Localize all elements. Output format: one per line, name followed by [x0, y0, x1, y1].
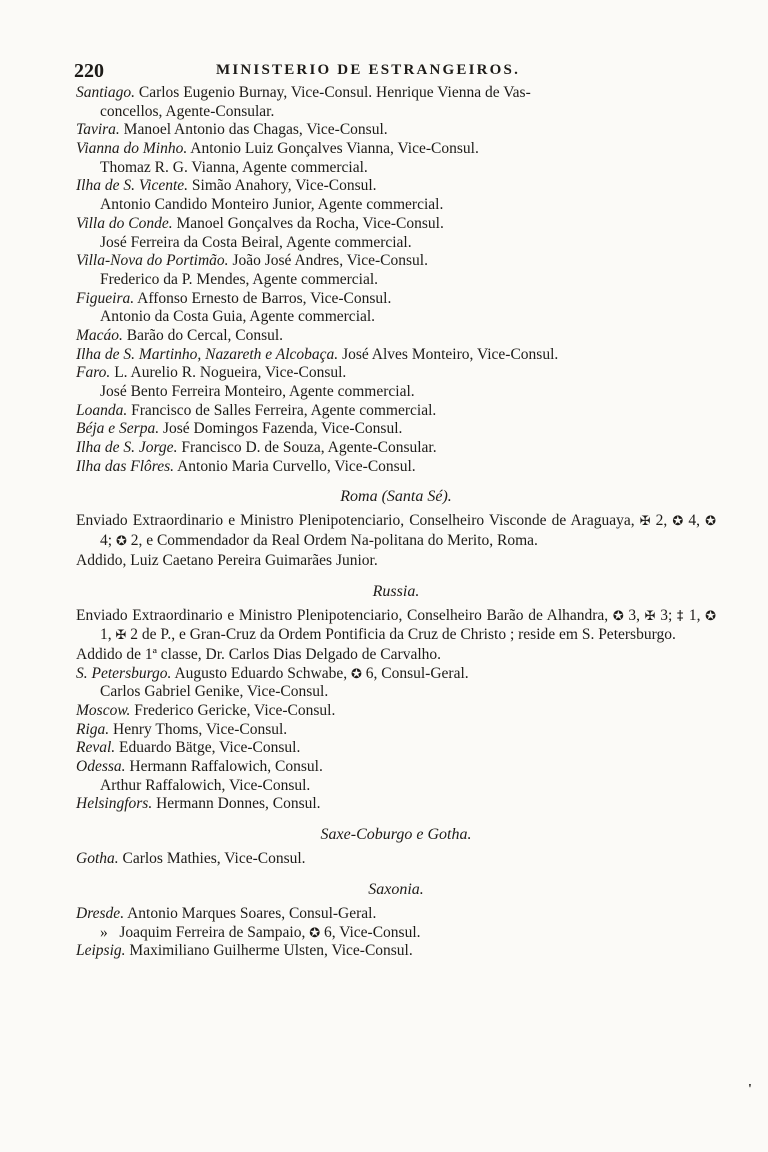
- page-number: 220: [74, 60, 104, 82]
- place-name: Villa-Nova do Portimão.: [76, 252, 229, 270]
- consulate-entry: [76, 739, 716, 758]
- place-name: Vianna do Minho.: [76, 140, 188, 158]
- cross-decoration-icon: ✠: [639, 514, 651, 530]
- place-name: Villa do Conde.: [76, 214, 173, 232]
- consulate-entry: [76, 364, 716, 383]
- place-name: Riga.: [76, 720, 110, 738]
- entry-text: Carlos Mathies, Vice-Consul.: [122, 850, 306, 868]
- ditto-entry: » Joaquim Ferreira de Sampaio, ✪ 6, Vice-Consul.: [100, 923, 421, 941]
- place-name: Reval.: [76, 739, 116, 757]
- entry-text: Carlos Eugenio Burnay, Vice-Consul. Henrique Vienna de Vas-: [138, 84, 531, 101]
- russia-envoy-entry: Enviado Extraordinario e Ministro Plenipotenciario, Conselheiro Barão de Alhandra, ✪ 3, ✠ 3; ‡ 1, ✪ 1, ✠ 2 de P., e Gran-Cruz da Ordem Pontificia da Cruz de Christo ; reside em S. Petersburgo.: [76, 606, 717, 644]
- place-name: Odessa.: [76, 758, 126, 776]
- margin-mark: ': [748, 1082, 752, 1097]
- section-heading-saxonia: Saxonia.: [368, 880, 424, 898]
- continuation-entry: Antonio da Costa Guia, Agente commercial.: [100, 308, 376, 326]
- entry-text: José Domingos Fazenda, Vice-Consul.: [162, 420, 403, 438]
- consulate-entry: [76, 346, 716, 365]
- entry-text: Hermann Donnes, Consul.: [156, 795, 321, 813]
- consulate-entry: [76, 721, 716, 740]
- order-decoration-icon: ✪: [705, 514, 717, 530]
- place-name: Faro.: [76, 364, 111, 382]
- continuation-entry: Thomaz R. G. Vianna, Agente commercial.: [100, 158, 368, 176]
- consulate-entry: [76, 177, 716, 196]
- page-header: [74, 60, 700, 84]
- entry-text: Francisco de Salles Ferreira, Agente commercial.: [131, 401, 437, 419]
- double-cross-icon: ‡: [676, 608, 685, 624]
- cross-decoration-icon: ✠: [115, 628, 127, 644]
- consulate-entry: [76, 84, 716, 103]
- entry-text: Simão Anahory, Vice-Consul.: [191, 177, 377, 195]
- place-name: Béja e Serpa.: [76, 420, 160, 438]
- roma-envoy-entry: Enviado Extraordinario e Ministro Plenipotenciario, Conselheiro Visconde de Araguaya, ✠ 2, ✪ 4, ✪ 4; ✪ 2, e Commendador da Real Ordem Na-politana do Merito, Roma.: [76, 512, 717, 550]
- entry-text: L. Aurelio R. Nogueira, Vice-Consul.: [114, 364, 347, 382]
- consulate-entry: Leipsig. Maximiliano Guilherme Ulsten, Vice-Consul.: [76, 942, 413, 960]
- place-name: Loanda.: [76, 401, 128, 419]
- saxe-consulates-list: [76, 850, 716, 869]
- place-name: Moscow.: [76, 702, 131, 719]
- running-title: MINISTERIO DE ESTRANGEIROS.: [216, 62, 521, 78]
- section-heading-russia: Russia.: [372, 582, 420, 600]
- place-name: Santiago.: [76, 84, 135, 101]
- roma-addido-entry: Addido, Luiz Caetano Pereira Guimarães Junior.: [76, 551, 378, 569]
- consulate-entry: [76, 458, 716, 477]
- entry-text: Antonio Maria Curvello, Vice-Consul.: [177, 457, 416, 475]
- russia-consulates-list: [76, 683, 716, 814]
- continuation-entry: Arthur Raffalowich, Vice-Consul.: [100, 776, 311, 794]
- ditto-mark: »: [100, 923, 108, 941]
- place-name: Ilha de S. Jorge.: [76, 439, 178, 457]
- order-decoration-icon: ✪: [309, 925, 321, 941]
- consulate-entry: [76, 795, 716, 814]
- place-name: Macáo.: [76, 326, 123, 344]
- entry-text: Manoel Gonçalves da Rocha, Vice-Consul.: [176, 214, 444, 232]
- consulate-entry: [76, 850, 716, 869]
- entry-text: José Alves Monteiro, Vice-Consul.: [342, 345, 559, 363]
- order-decoration-icon: ✪: [672, 514, 684, 530]
- order-decoration-icon: ✪: [705, 608, 717, 624]
- consulate-entry: [76, 215, 716, 234]
- consulate-entry: [76, 121, 716, 140]
- russia-addido-entry: Addido de 1ª classe, Dr. Carlos Dias Delgado de Carvalho.: [76, 645, 441, 663]
- place-name: Ilha das Flôres.: [76, 457, 175, 475]
- consulate-entry: [76, 290, 716, 309]
- section-heading-roma: Roma (Santa Sé).: [340, 488, 452, 506]
- consulate-entry: [76, 327, 716, 346]
- order-decoration-icon: ✪: [115, 534, 127, 550]
- entry-text: Antonio Luiz Gonçalves Vianna, Vice-Consul.: [190, 140, 479, 158]
- entry-text: Eduardo Bätge, Vice-Consul.: [119, 739, 301, 757]
- continuation-entry: Antonio Candido Monteiro Junior, Agente commercial.: [100, 196, 444, 214]
- consulate-entry: [76, 439, 716, 458]
- order-decoration-icon: ✪: [350, 666, 362, 682]
- page-body: [76, 84, 716, 961]
- consulate-entry: [76, 252, 716, 271]
- entry-text: Francisco D. de Souza, Agente-Consular.: [181, 439, 437, 457]
- consulate-entry: S. Petersburgo. Augusto Eduardo Schwabe, ✪ 6, Consul-Geral.: [76, 664, 469, 682]
- order-decoration-icon: ✪: [612, 608, 624, 624]
- place-name: S. Petersburgo.: [76, 664, 172, 682]
- consulate-entry: [76, 758, 716, 777]
- consulate-entry: [76, 140, 716, 159]
- consulate-entry: Dresde. Antonio Marques Soares, Consul-Geral.: [76, 904, 377, 922]
- place-name: Gotha.: [76, 850, 119, 868]
- entry-text: Hermann Raffalowich, Consul.: [129, 758, 323, 776]
- continuation-entry: concellos, Agente-Consular.: [100, 102, 275, 120]
- entry-text: João José Andres, Vice-Consul.: [232, 252, 428, 270]
- place-name: Ilha de S. Martinho, Nazareth e Alcobaça.: [76, 345, 339, 363]
- consulate-entry: [76, 402, 716, 421]
- portugal-consulates-list: [76, 84, 716, 476]
- place-name: Helsingfors.: [76, 795, 153, 813]
- continuation-entry: Frederico da P. Mendes, Agente commercial.: [100, 270, 379, 288]
- section-heading-saxe-coburgo: Saxe-Coburgo e Gotha.: [320, 826, 472, 844]
- entry-text: Affonso Ernesto de Barros, Vice-Consul.: [137, 289, 392, 307]
- place-name: Dresde.: [76, 904, 125, 922]
- continuation-entry: José Ferreira da Costa Beiral, Agente commercial.: [100, 233, 412, 251]
- entry-text: Manoel Antonio das Chagas, Vice-Consul.: [123, 121, 388, 139]
- consulate-entry: [76, 420, 716, 439]
- place-name: Ilha de S. Vicente.: [76, 177, 189, 195]
- place-name: Tavira.: [76, 121, 120, 139]
- place-name: Leipsig.: [76, 942, 126, 960]
- cross-decoration-icon: ✠: [644, 608, 656, 624]
- consulate-entry: [76, 702, 716, 721]
- continuation-entry: José Bento Ferreira Monteiro, Agente commercial.: [100, 383, 415, 400]
- entry-text: Henry Thoms, Vice-Consul.: [113, 720, 288, 738]
- continuation-entry: Carlos Gabriel Genike, Vice-Consul.: [100, 683, 329, 701]
- place-name: Figueira.: [76, 289, 135, 307]
- entry-text: Frederico Gericke, Vice-Consul.: [134, 702, 336, 719]
- entry-text: Barão do Cercal, Consul.: [126, 326, 284, 344]
